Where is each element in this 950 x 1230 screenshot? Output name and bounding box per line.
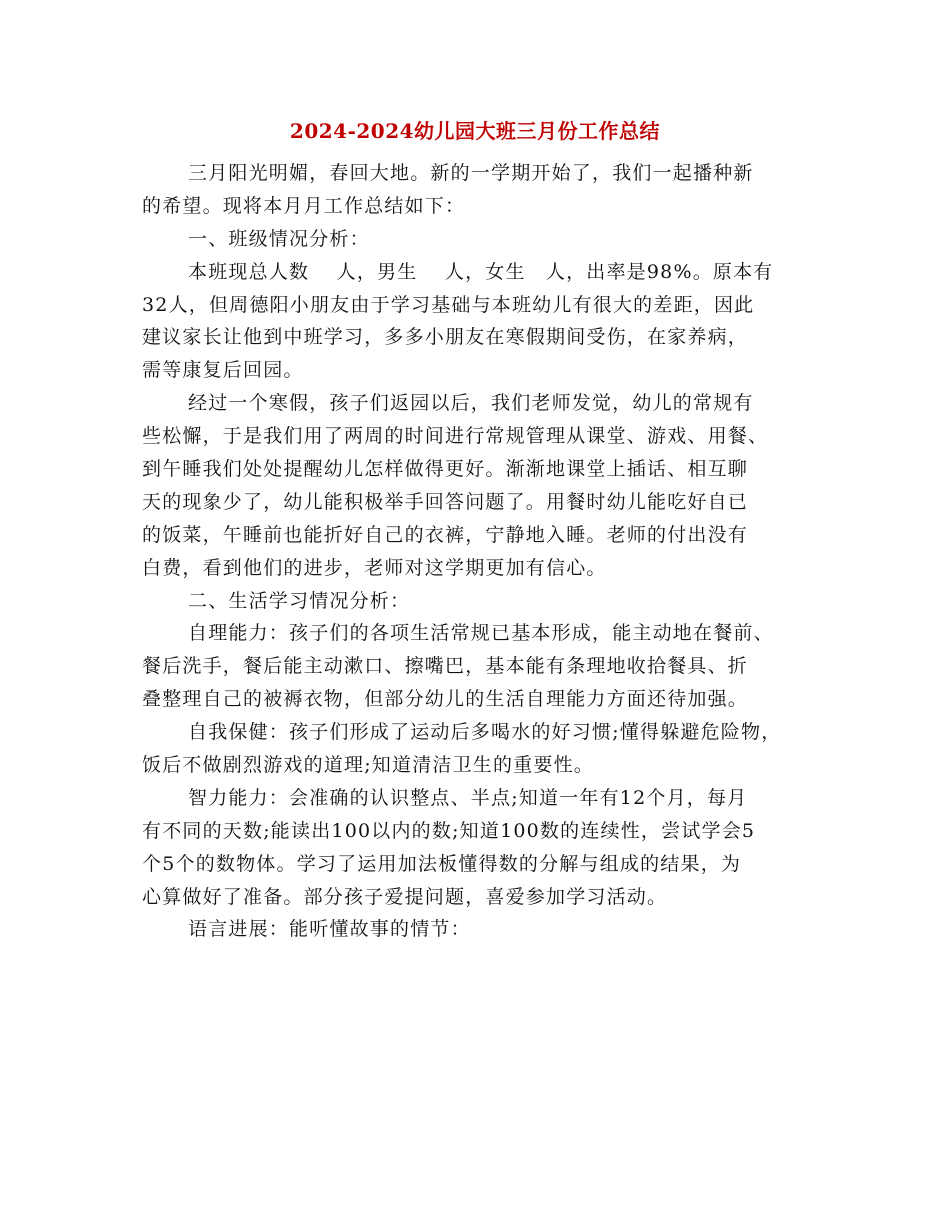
text-line: 些松懈，于是我们用了两周的时间进行常规管理从课堂、游戏、用餐、 [142,425,769,448]
text-line: 自理能力：孩子们的各项生活常规已基本形成，能主动地在餐前、 [188,622,774,645]
text-line: 本班现总人数 人，男生 人，女生 人，出率是98%。原本有 [188,260,774,283]
text-line: 餐后洗手，餐后能主动漱口、擦嘴巴，基本能有条理地收拾餐具、折 [142,655,749,678]
text-line: 的希望。现将本月月工作总结如下： [142,194,466,217]
text-line: 白费，看到他们的进步，老师对这学期更加有信心。 [142,556,607,579]
document-body [142,157,810,946]
text-line: 到午睡我们处处提醒幼儿怎样做得更好。渐渐地课堂上插话、相互聊 [142,458,749,481]
text-line: 32人，但周德阳小朋友由于学习基础与本班幼儿有很大的差距，因此 [142,293,755,316]
text-line: 智力能力：会准确的认识整点、半点;知道一年有12个月，每月 [188,786,748,809]
text-line: 叠整理自己的被褥衣物，但部分幼儿的生活自理能力方面还待加强。 [142,688,749,711]
text-line: 的饭菜，午睡前也能折好自己的衣裤，宁静地入睡。老师的付出没有 [142,523,749,546]
text-line: 心算做好了准备。部分孩子爱提问题，喜爱参加学习活动。 [142,885,668,908]
text-line: 自我保健：孩子们形成了运动后多喝水的好习惯;懂得躲避危险物， [188,721,782,744]
text-line: 二、生活学习情况分析： [188,589,411,612]
text-line: 有不同的天数;能读出100以内的数;知道100数的连续性，尝试学会5 [142,819,756,842]
text-line: 个5个的数物体。学习了运用加法板懂得数的分解与组成的结果，为 [142,852,742,875]
text-line: 饭后不做剧烈游戏的道理;知道清洁卫生的重要性。 [142,754,595,777]
text-line: 天的现象少了，幼儿能积极举手回答问题了。用餐时幼儿能吃好自已 [142,490,749,513]
text-line: 建议家长让他到中班学习，多多小朋友在寒假期间受伤，在家养病， [142,326,749,349]
text-line: 经过一个寒假，孩子们返园以后，我们老师发觉，幼儿的常规有 [188,392,754,415]
text-line: 一、班级情况分析： [188,227,370,250]
text-line: 语言进展：能听懂故事的情节： [188,918,471,941]
text-line: 需等康复后回园。 [142,359,304,382]
document-title: 2024-2024幼儿园大班三月份工作总结 [289,119,661,143]
text-line: 三月阳光明媚，春回大地。新的一学期开始了，我们一起播种新 [188,162,754,184]
